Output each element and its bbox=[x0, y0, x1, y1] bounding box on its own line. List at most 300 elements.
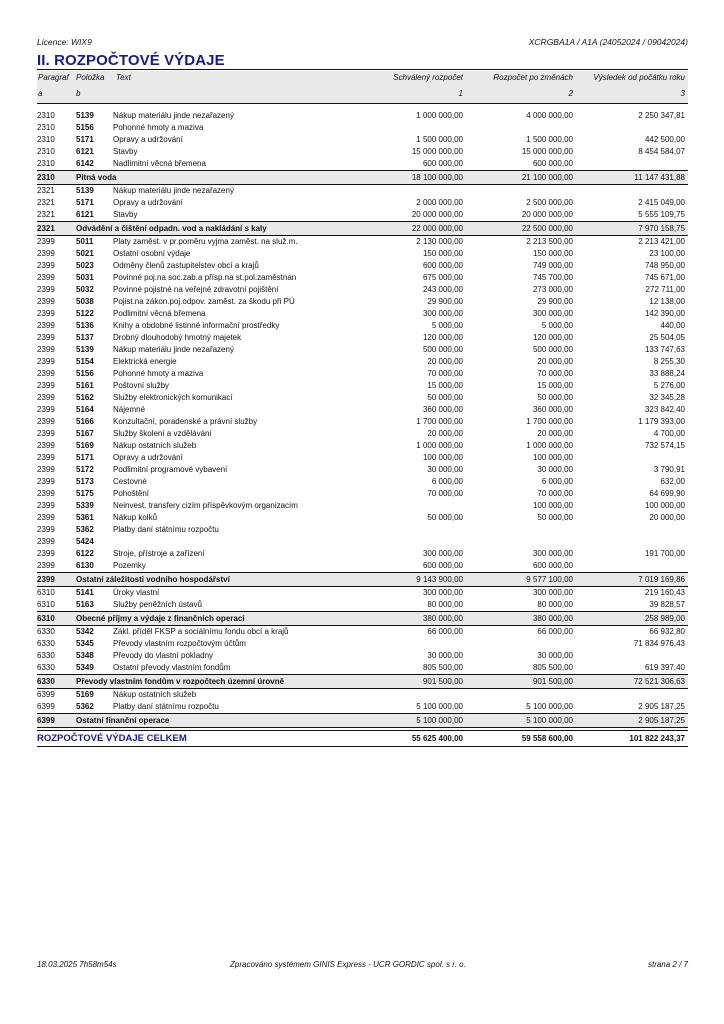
vysledek-cell: 748 950,00 bbox=[644, 261, 685, 270]
po-zmenach-cell: 745 700,00 bbox=[532, 273, 573, 282]
schvaleny-cell: 5 100 000,00 bbox=[416, 716, 463, 725]
po-zmenach-cell: 2 500 000,00 bbox=[526, 198, 573, 207]
polozka-cell: 5349 bbox=[76, 663, 94, 672]
paragraf-cell: 2399 bbox=[37, 465, 55, 474]
polozka-cell: 5362 bbox=[76, 525, 94, 534]
po-zmenach-cell: 80 000,00 bbox=[537, 600, 573, 609]
footer-page: strana 2 / 7 bbox=[647, 960, 688, 969]
vysledek-cell: 442 500,00 bbox=[644, 135, 685, 144]
paragraf-cell: 2310 bbox=[37, 147, 55, 156]
table-row bbox=[37, 536, 688, 548]
schvaleny-cell: 500 000,00 bbox=[422, 345, 463, 354]
licence-label: Licence: WIX9 bbox=[37, 37, 92, 47]
table-row bbox=[37, 146, 688, 158]
table-row bbox=[37, 209, 688, 221]
col-po-zmenach: Rozpočet po změnách bbox=[493, 73, 573, 82]
text-cell: Platby daní státnímu rozpočtu bbox=[113, 702, 219, 711]
col-vysledek: Výsledek od počátku roku bbox=[593, 73, 685, 82]
polozka-cell: 5164 bbox=[76, 405, 94, 414]
paragraf-cell: 2310 bbox=[37, 111, 55, 120]
paragraf-cell: 2310 bbox=[37, 173, 55, 182]
text-cell: Služby elektronických komunikací bbox=[113, 393, 233, 402]
po-zmenach-cell: 50 000,00 bbox=[537, 393, 573, 402]
footer-timestamp: 18.03.2025 7h58m54s bbox=[37, 960, 117, 969]
text-cell: Převody vlastním rozpočtovým účtům bbox=[113, 639, 246, 648]
text-cell: Povinné pojistné na veřejné zdravotní pojištění bbox=[113, 285, 279, 294]
vysledek-cell: 3 790,91 bbox=[653, 465, 685, 474]
table-row bbox=[37, 599, 688, 611]
polozka-cell: 5171 bbox=[76, 453, 94, 462]
text-cell: Nákup ostatních služeb bbox=[113, 441, 197, 450]
polozka-cell: 5032 bbox=[76, 285, 94, 294]
table-row bbox=[37, 368, 688, 380]
subtotal-row bbox=[37, 572, 688, 587]
schvaleny-cell: 2 130 000,00 bbox=[416, 237, 463, 246]
section-name-cell: Ostatní finanční operace bbox=[76, 716, 170, 725]
table-row bbox=[37, 662, 688, 674]
vysledek-cell: 191 700,00 bbox=[644, 549, 685, 558]
schvaleny-cell: 30 000,00 bbox=[427, 465, 463, 474]
table-row bbox=[37, 380, 688, 392]
table-row bbox=[37, 320, 688, 332]
paragraf-cell: 6310 bbox=[37, 600, 55, 609]
table-row bbox=[37, 185, 688, 197]
total-label-cell: ROZPOČTOVÉ VÝDAJE CELKEM bbox=[37, 733, 187, 744]
polozka-cell: 5171 bbox=[76, 135, 94, 144]
text-cell: Zákl. příděl FKSP a sociálnímu fondu obcí a krajů bbox=[113, 627, 289, 636]
paragraf-cell: 2321 bbox=[37, 210, 55, 219]
schvaleny-cell: 380 000,00 bbox=[422, 614, 463, 623]
schvaleny-cell: 50 000,00 bbox=[427, 513, 463, 522]
polozka-cell: 5162 bbox=[76, 393, 94, 402]
polozka-cell: 5141 bbox=[76, 588, 94, 597]
paragraf-cell: 2399 bbox=[37, 441, 55, 450]
table-row bbox=[37, 452, 688, 464]
schvaleny-cell: 20 000,00 bbox=[427, 429, 463, 438]
vysledek-cell: 23 100,00 bbox=[649, 249, 685, 258]
polozka-cell: 5167 bbox=[76, 429, 94, 438]
polozka-cell: 5139 bbox=[76, 111, 94, 120]
col-sub-a: a bbox=[38, 89, 43, 98]
schvaleny-cell: 29 900,00 bbox=[427, 297, 463, 306]
polozka-cell: 5031 bbox=[76, 273, 94, 282]
table-row bbox=[37, 638, 688, 650]
po-zmenach-cell: 749 000,00 bbox=[532, 261, 573, 270]
table-row bbox=[37, 236, 688, 248]
po-zmenach-cell: 59 558 600,00 bbox=[521, 734, 573, 743]
table-row bbox=[37, 110, 688, 122]
table-row bbox=[37, 158, 688, 170]
table-row bbox=[37, 296, 688, 308]
col-sub-b: b bbox=[76, 89, 81, 98]
paragraf-cell: 2399 bbox=[37, 561, 55, 570]
polozka-cell: 5038 bbox=[76, 297, 94, 306]
schvaleny-cell: 80 000,00 bbox=[427, 600, 463, 609]
po-zmenach-cell: 50 000,00 bbox=[537, 513, 573, 522]
text-cell: Úroky vlastní bbox=[113, 588, 160, 597]
paragraf-cell: 2399 bbox=[37, 429, 55, 438]
section-name-cell: Převody vlastním fondům v rozpočtech územní úrovně bbox=[76, 677, 285, 686]
polozka-cell: 5342 bbox=[76, 627, 94, 636]
polozka-cell: 5166 bbox=[76, 417, 94, 426]
schvaleny-cell: 1 700 000,00 bbox=[416, 417, 463, 426]
table-row bbox=[37, 464, 688, 476]
grand-total-row bbox=[37, 730, 688, 747]
title-rule bbox=[37, 69, 688, 70]
vysledek-cell: 219 160,43 bbox=[644, 588, 685, 597]
text-cell: Pozemky bbox=[113, 561, 146, 570]
vysledek-cell: 25 504,05 bbox=[649, 333, 685, 342]
col-polozka: Položka bbox=[76, 73, 105, 82]
schvaleny-cell: 5 100 000,00 bbox=[416, 702, 463, 711]
schvaleny-cell: 20 000,00 bbox=[427, 357, 463, 366]
paragraf-cell: 2310 bbox=[37, 123, 55, 132]
po-zmenach-cell: 1 000 000,00 bbox=[526, 441, 573, 450]
po-zmenach-cell: 6 000,00 bbox=[541, 477, 573, 486]
po-zmenach-cell: 600 000,00 bbox=[532, 159, 573, 168]
po-zmenach-cell: 15 000 000,00 bbox=[521, 147, 573, 156]
table-row bbox=[37, 122, 688, 134]
po-zmenach-cell: 4 000 000,00 bbox=[526, 111, 573, 120]
po-zmenach-cell: 9 577 100,00 bbox=[526, 575, 573, 584]
subtotal-row bbox=[37, 713, 688, 728]
po-zmenach-cell: 600 000,00 bbox=[532, 561, 573, 570]
table-row bbox=[37, 548, 688, 560]
schvaleny-cell: 901 500,00 bbox=[422, 677, 463, 686]
text-cell: Nákup materiálu jinde nezařazený bbox=[113, 345, 234, 354]
table-row bbox=[37, 392, 688, 404]
polozka-cell: 5136 bbox=[76, 321, 94, 330]
vysledek-cell: 71 834 976,43 bbox=[633, 639, 685, 648]
text-cell: Odměny členů zastupitelstev obcí a krajů bbox=[113, 261, 259, 270]
schvaleny-cell: 9 143 900,00 bbox=[416, 575, 463, 584]
text-cell: Konzultační, poradenské a právní služby bbox=[113, 417, 258, 426]
table-row bbox=[37, 500, 688, 512]
schvaleny-cell: 600 000,00 bbox=[422, 159, 463, 168]
paragraf-cell: 6330 bbox=[37, 639, 55, 648]
po-zmenach-cell: 21 100 000,00 bbox=[521, 173, 573, 182]
polozka-cell: 5139 bbox=[76, 345, 94, 354]
table-row bbox=[37, 650, 688, 662]
vysledek-cell: 64 699,90 bbox=[649, 489, 685, 498]
po-zmenach-cell: 30 000,00 bbox=[537, 651, 573, 660]
polozka-cell: 6122 bbox=[76, 549, 94, 558]
text-cell: Nákup materiálu jinde nezařazený bbox=[113, 111, 234, 120]
text-cell: Pohoštění bbox=[113, 489, 150, 498]
paragraf-cell: 2399 bbox=[37, 261, 55, 270]
text-cell: Neinvest. transfery cizím příspěvkovým organizacím bbox=[113, 501, 298, 510]
vysledek-cell: 2 905 187,25 bbox=[638, 702, 685, 711]
text-cell: Pojist.na zákon.poj.odpov. zaměst. za škodu při PÚ bbox=[113, 297, 295, 306]
text-cell: Pohonné hmoty a maziva bbox=[113, 123, 204, 132]
column-header bbox=[37, 71, 688, 103]
paragraf-cell: 6310 bbox=[37, 588, 55, 597]
paragraf-cell: 2399 bbox=[37, 405, 55, 414]
schvaleny-cell: 300 000,00 bbox=[422, 549, 463, 558]
po-zmenach-cell: 29 900,00 bbox=[537, 297, 573, 306]
po-zmenach-cell: 20 000,00 bbox=[537, 357, 573, 366]
polozka-cell: 5137 bbox=[76, 333, 94, 342]
section-name-cell: Obecné příjmy a výdaje z finančních operací bbox=[76, 614, 245, 623]
table-row bbox=[37, 587, 688, 599]
vysledek-cell: 258 989,00 bbox=[644, 614, 685, 623]
table-row bbox=[37, 197, 688, 209]
po-zmenach-cell: 20 000 000,00 bbox=[521, 210, 573, 219]
expense-table bbox=[37, 110, 688, 747]
text-cell: Služby školení a vzdělávání bbox=[113, 429, 212, 438]
table-row bbox=[37, 560, 688, 572]
table-row bbox=[37, 512, 688, 524]
paragraf-cell: 2321 bbox=[37, 186, 55, 195]
vysledek-cell: 272 711,00 bbox=[645, 285, 685, 294]
schvaleny-cell: 1 000 000,00 bbox=[416, 111, 463, 120]
polozka-cell: 5139 bbox=[76, 186, 94, 195]
paragraf-cell: 6310 bbox=[37, 614, 55, 623]
text-cell: Stavby bbox=[113, 210, 138, 219]
schvaleny-cell: 66 000,00 bbox=[427, 627, 463, 636]
schvaleny-cell: 70 000,00 bbox=[427, 369, 463, 378]
vysledek-cell: 2 250 347,81 bbox=[638, 111, 685, 120]
polozka-cell: 5163 bbox=[76, 600, 94, 609]
polozka-cell: 5339 bbox=[76, 501, 94, 510]
po-zmenach-cell: 66 000,00 bbox=[537, 627, 573, 636]
text-cell: Služby peněžních ústavů bbox=[113, 600, 202, 609]
paragraf-cell: 2399 bbox=[37, 273, 55, 282]
table-row bbox=[37, 356, 688, 368]
paragraf-cell: 6330 bbox=[37, 651, 55, 660]
polozka-cell: 5361 bbox=[76, 513, 94, 522]
text-cell: Opravy a udržování bbox=[113, 135, 183, 144]
schvaleny-cell: 600 000,00 bbox=[422, 561, 463, 570]
col-paragraf: Paragraf bbox=[38, 73, 69, 82]
subtotal-row bbox=[37, 221, 688, 236]
polozka-cell: 5011 bbox=[76, 237, 94, 246]
table-row bbox=[37, 476, 688, 488]
header-rule bbox=[37, 103, 688, 104]
vysledek-cell: 5 555 109,75 bbox=[638, 210, 685, 219]
schvaleny-cell: 20 000 000,00 bbox=[411, 210, 463, 219]
polozka-cell: 5172 bbox=[76, 465, 94, 474]
subtotal-row bbox=[37, 611, 688, 626]
paragraf-cell: 2399 bbox=[37, 477, 55, 486]
text-cell: Nákup kolků bbox=[113, 513, 158, 522]
po-zmenach-cell: 15 000,00 bbox=[537, 381, 573, 390]
schvaleny-cell: 15 000,00 bbox=[427, 381, 463, 390]
paragraf-cell: 6399 bbox=[37, 690, 55, 699]
schvaleny-cell: 360 000,00 bbox=[422, 405, 463, 414]
section-name-cell: Pitná voda bbox=[76, 173, 117, 182]
schvaleny-cell: 6 000,00 bbox=[431, 477, 463, 486]
text-cell: Podlimitní věcná břemena bbox=[113, 309, 206, 318]
section-name-cell: Odvádění a čištění odpadn. vod a nakládání s kaly bbox=[76, 224, 267, 233]
po-zmenach-cell: 150 000,00 bbox=[532, 249, 573, 258]
schvaleny-cell: 55 625 400,00 bbox=[411, 734, 463, 743]
schvaleny-cell: 1 500 000,00 bbox=[416, 135, 463, 144]
vysledek-cell: 7 970 158,75 bbox=[638, 224, 685, 233]
paragraf-cell: 6330 bbox=[37, 627, 55, 636]
paragraf-cell: 2399 bbox=[37, 501, 55, 510]
polozka-cell: 5424 bbox=[76, 537, 94, 546]
po-zmenach-cell: 300 000,00 bbox=[532, 309, 573, 318]
po-zmenach-cell: 20 000,00 bbox=[537, 429, 573, 438]
po-zmenach-cell: 1 500 000,00 bbox=[526, 135, 573, 144]
text-cell: Podlimitní programové vybavení bbox=[113, 465, 228, 474]
paragraf-cell: 6399 bbox=[37, 716, 55, 725]
paragraf-cell: 2399 bbox=[37, 549, 55, 558]
vysledek-cell: 8 454 584,07 bbox=[638, 147, 685, 156]
po-zmenach-cell: 901 500,00 bbox=[532, 677, 573, 686]
paragraf-cell: 2399 bbox=[37, 333, 55, 342]
polozka-cell: 5173 bbox=[76, 477, 94, 486]
po-zmenach-cell: 500 000,00 bbox=[532, 345, 573, 354]
col-sub-1: 1 bbox=[458, 89, 463, 98]
table-row bbox=[37, 248, 688, 260]
table-row bbox=[37, 344, 688, 356]
subtotal-row bbox=[37, 674, 688, 689]
vysledek-cell: 632,00 bbox=[660, 477, 685, 486]
polozka-cell: 5156 bbox=[76, 123, 94, 132]
po-zmenach-cell: 70 000,00 bbox=[537, 489, 573, 498]
paragraf-cell: 2321 bbox=[37, 224, 55, 233]
schvaleny-cell: 675 000,00 bbox=[422, 273, 463, 282]
table-row bbox=[37, 308, 688, 320]
paragraf-cell: 2399 bbox=[37, 381, 55, 390]
schvaleny-cell: 243 000,00 bbox=[422, 285, 463, 294]
schvaleny-cell: 15 000 000,00 bbox=[411, 147, 463, 156]
polozka-cell: 5156 bbox=[76, 369, 94, 378]
po-zmenach-cell: 5 100 000,00 bbox=[526, 702, 573, 711]
page-title: II. ROZPOČTOVÉ VÝDAJE bbox=[37, 52, 225, 69]
po-zmenach-cell: 380 000,00 bbox=[532, 614, 573, 623]
polozka-cell: 5122 bbox=[76, 309, 94, 318]
vysledek-cell: 1 179 393,00 bbox=[638, 417, 685, 426]
schvaleny-cell: 300 000,00 bbox=[422, 309, 463, 318]
vysledek-cell: 2 415 049,00 bbox=[638, 198, 685, 207]
polozka-cell: 5345 bbox=[76, 639, 94, 648]
vysledek-cell: 732 574,15 bbox=[644, 441, 685, 450]
paragraf-cell: 2310 bbox=[37, 159, 55, 168]
vysledek-cell: 101 822 243,37 bbox=[629, 734, 685, 743]
po-zmenach-cell: 273 000,00 bbox=[532, 285, 573, 294]
text-cell: Cestovné bbox=[113, 477, 147, 486]
vysledek-cell: 4 700,00 bbox=[653, 429, 685, 438]
po-zmenach-cell: 30 000,00 bbox=[537, 465, 573, 474]
table-row bbox=[37, 332, 688, 344]
schvaleny-cell: 18 100 000,00 bbox=[411, 173, 463, 182]
schvaleny-cell: 600 000,00 bbox=[422, 261, 463, 270]
po-zmenach-cell: 300 000,00 bbox=[532, 549, 573, 558]
vysledek-cell: 133 747,63 bbox=[644, 345, 685, 354]
paragraf-cell: 2399 bbox=[37, 393, 55, 402]
paragraf-cell: 6399 bbox=[37, 702, 55, 711]
vysledek-cell: 33 888,24 bbox=[649, 369, 685, 378]
paragraf-cell: 2399 bbox=[37, 369, 55, 378]
polozka-cell: 5348 bbox=[76, 651, 94, 660]
paragraf-cell: 2399 bbox=[37, 345, 55, 354]
schvaleny-cell: 150 000,00 bbox=[422, 249, 463, 258]
vysledek-cell: 619 397,40 bbox=[644, 663, 685, 672]
table-row bbox=[37, 428, 688, 440]
schvaleny-cell: 1 000 000,00 bbox=[416, 441, 463, 450]
polozka-cell: 5169 bbox=[76, 441, 94, 450]
table-row bbox=[37, 689, 688, 701]
paragraf-cell: 2399 bbox=[37, 249, 55, 258]
paragraf-cell: 2321 bbox=[37, 198, 55, 207]
vysledek-cell: 20 000,00 bbox=[649, 513, 685, 522]
table-row bbox=[37, 524, 688, 536]
polozka-cell: 6121 bbox=[76, 210, 94, 219]
table-row bbox=[37, 488, 688, 500]
report-code: XCRGBA1A / A1A (24052024 / 09042024) bbox=[528, 37, 688, 47]
table-row bbox=[37, 440, 688, 452]
text-cell: Elektrická energie bbox=[113, 357, 177, 366]
polozka-cell: 5171 bbox=[76, 198, 94, 207]
vysledek-cell: 12 138,00 bbox=[649, 297, 685, 306]
polozka-cell: 6130 bbox=[76, 561, 94, 570]
vysledek-cell: 66 932,80 bbox=[649, 627, 685, 636]
po-zmenach-cell: 5 100 000,00 bbox=[526, 716, 573, 725]
vysledek-cell: 7 019 169,86 bbox=[638, 575, 685, 584]
text-cell: Stavby bbox=[113, 147, 138, 156]
text-cell: Pohonné hmoty a maziva bbox=[113, 369, 204, 378]
text-cell: Nákup materiálu jinde nezařazený bbox=[113, 186, 234, 195]
polozka-cell: 5362 bbox=[76, 702, 94, 711]
vysledek-cell: 2 905 187,25 bbox=[638, 716, 685, 725]
po-zmenach-cell: 100 000,00 bbox=[532, 453, 573, 462]
table-row bbox=[37, 701, 688, 713]
table-row bbox=[37, 284, 688, 296]
polozka-cell: 6121 bbox=[76, 147, 94, 156]
text-cell: Nadlimitní věcná břemena bbox=[113, 159, 206, 168]
polozka-cell: 5161 bbox=[76, 381, 94, 390]
paragraf-cell: 2399 bbox=[37, 237, 55, 246]
text-cell: Drobný dlouhodobý hmotný majetek bbox=[113, 333, 242, 342]
po-zmenach-cell: 2 213 500,00 bbox=[526, 237, 573, 246]
vysledek-cell: 745 671,00 bbox=[644, 273, 685, 282]
vysledek-cell: 39 828,57 bbox=[649, 600, 685, 609]
po-zmenach-cell: 5 000,00 bbox=[541, 321, 573, 330]
vysledek-cell: 8 255,30 bbox=[653, 357, 685, 366]
polozka-cell: 6142 bbox=[76, 159, 94, 168]
po-zmenach-cell: 360 000,00 bbox=[532, 405, 573, 414]
text-cell: Nájemné bbox=[113, 405, 146, 414]
schvaleny-cell: 5 000,00 bbox=[431, 321, 463, 330]
paragraf-cell: 2399 bbox=[37, 357, 55, 366]
paragraf-cell: 2399 bbox=[37, 309, 55, 318]
footer-processed: Zpracováno systémem GINIS Express - UCR GORDIC spol. s r. o. bbox=[230, 960, 466, 969]
text-cell: Povinné poj.na soc.zab.a přísp.na st.pol.zaměstnan bbox=[113, 273, 297, 282]
schvaleny-cell: 22 000 000,00 bbox=[411, 224, 463, 233]
subtotal-row bbox=[37, 170, 688, 185]
paragraf-cell: 2399 bbox=[37, 321, 55, 330]
text-cell: Nákup ostatních služeb bbox=[113, 690, 197, 699]
paragraf-cell: 2399 bbox=[37, 575, 55, 584]
polozka-cell: 5169 bbox=[76, 690, 94, 699]
schvaleny-cell: 50 000,00 bbox=[427, 393, 463, 402]
table-row bbox=[37, 260, 688, 272]
table-row bbox=[37, 416, 688, 428]
vysledek-cell: 440,00 bbox=[660, 321, 685, 330]
col-schvaleny: Schválený rozpočet bbox=[393, 73, 463, 82]
paragraf-cell: 2399 bbox=[37, 453, 55, 462]
text-cell: Opravy a udržování bbox=[113, 198, 183, 207]
text-cell: Stroje, přístroje a zařízení bbox=[113, 549, 205, 558]
text-cell: Knihy a obdobné listinné informační prostředky bbox=[113, 321, 280, 330]
paragraf-cell: 2399 bbox=[37, 417, 55, 426]
schvaleny-cell: 120 000,00 bbox=[422, 333, 463, 342]
table-row bbox=[37, 404, 688, 416]
schvaleny-cell: 100 000,00 bbox=[422, 453, 463, 462]
